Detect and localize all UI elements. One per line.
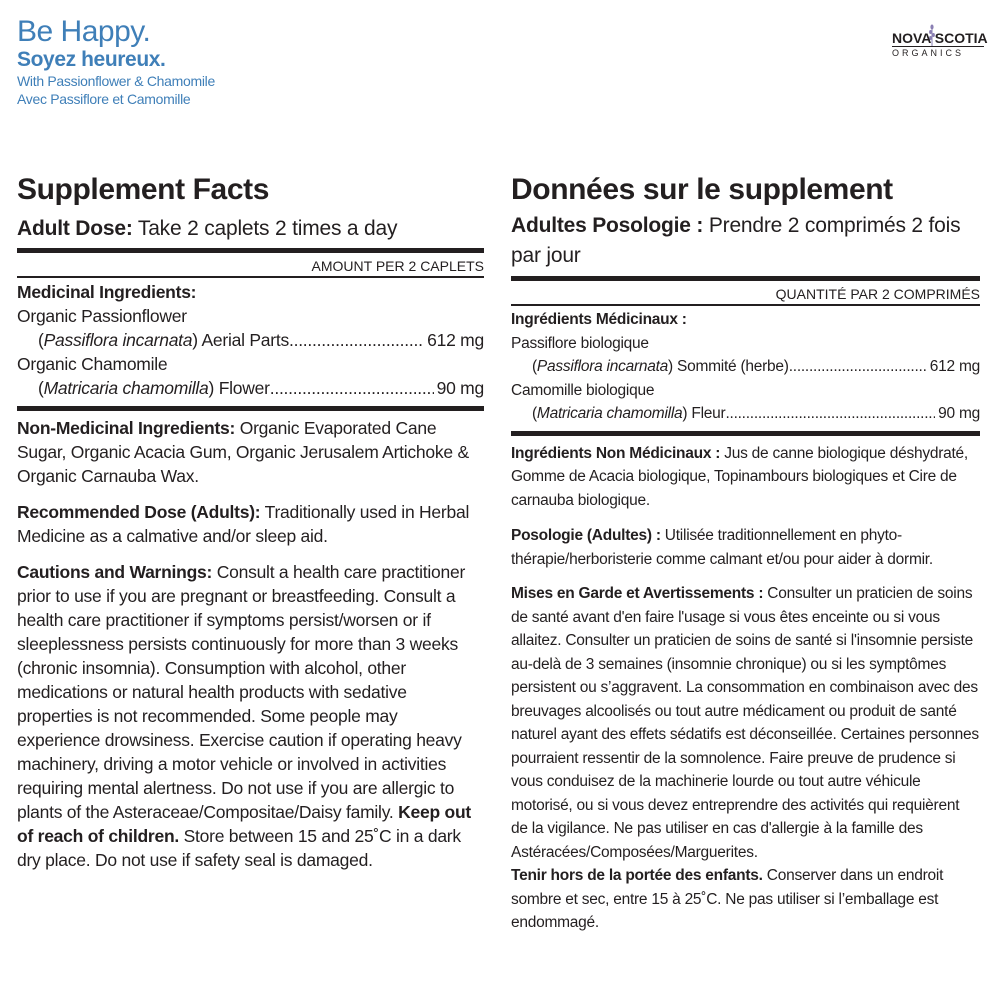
brand-logo [890,24,986,64]
nonmed-label: Non-Medicinal Ingredients: [17,418,236,438]
non-medicinal-ingredients [17,416,484,488]
ingredient-2-name-fr: Camomille biologique [511,381,655,399]
non-medicinal-ingredients-fr [511,442,980,513]
ingredient-2-amount-fr: 90 mg [938,405,980,422]
keep-out-warning: Keep out of reach of children. [17,802,471,846]
posologie-label: Posologie (Adultes) : [511,527,661,544]
ingredient-2-amount: 90 mg [436,378,484,398]
product-title-en: Be Happy. [17,15,151,48]
ingredient-2-part-fr: ) Fleur [682,405,726,422]
keep-out-warning-fr: Tenir hors de la portée des enfants. [511,867,763,884]
posologie-text: Utilisée traditionnellement en phyto-thérapie/herboristerie comme calmant et/ou pour aider à dormir. [511,527,933,568]
ingredient-1-latin-fr: Passiflora incarnata [536,358,669,375]
divider-thick [17,248,484,253]
leader-dots [725,402,935,426]
logo-sub: ORGANICS [892,48,965,58]
ingredient-1-row-fr: (Passiflora incarnata) Sommité (herbe) ..... 612 mg [511,355,980,379]
ingredient-1-name-fr: Passiflore biologique [511,334,649,352]
supplement-facts-fr [511,172,980,935]
nonmed-text-fr: Jus de canne biologique déshydraté, Gomme de Acacia biologique, Topinambours biologiques et Cire de carnauba biologique. [511,444,968,509]
medicinal-label: Medicinal Ingredients: [17,282,197,302]
adult-dose-text-fr: Prendre 2 comprimés 2 fois par jour [511,214,961,267]
ingredient-1-part: ) Aerial Parts [192,330,289,350]
recdose-text: Traditionally used in Herbal Medicine as a calmative and/or sleep aid. [17,502,470,546]
medicinal-label-fr: Ingrédients Médicinaux : [511,311,687,328]
ingredient-2-latin: Matricaria chamomilla [43,378,209,398]
leader-dots [270,376,434,400]
product-title-fr: Soyez heureux. [17,48,166,71]
ingredient-2-latin-fr: Matricaria chamomilla [536,405,683,422]
posologie [511,524,980,571]
nonmed-text: Organic Evaporated Cane Sugar, Organic Acacia Gum, Organic Jerusalem Artichoke & Organic Carnauba Wax. [17,418,469,486]
product-header [17,16,215,108]
cautions-warnings [17,560,484,872]
ingredient-1-amount: 612 mg [427,330,484,350]
logo-name: NOVA SCOTIA [892,30,988,46]
ingredient-2-name: Organic Chamomile [17,354,168,374]
mises-en-garde [511,582,980,935]
amount-header-fr: QUANTITÉ PAR 2 COMPRIMÉS [775,286,980,302]
ingredient-1-amount-fr: 612 mg [929,358,980,375]
ingredient-1-latin: Passiflora incarnata [43,330,193,350]
facts-title: Supplement Facts [17,173,269,206]
adult-dose-label: Adult Dose: [17,217,133,240]
divider-thin [511,304,980,306]
divider-thick [511,431,980,436]
ingredient-1-part-fr: ) Sommité (herbe) [668,358,789,375]
product-subtitle-fr: Avec Passiflore et Camomille [17,91,191,107]
cautions-label: Cautions and Warnings: [17,562,213,582]
recdose-label: Recommended Dose (Adults): [17,502,261,522]
mises-text: Consulter un praticien de soins de santé avant d'en faire l'usage si vous êtes enceinte ou si vous allaitez. Consulter un praticien de soins de santé si l'insomnie persiste au-delà de 3 semaines (insomnie chronique) ou si les symptômes persistent ou s’aggravent. La consommation en combinaison avec des breuvages alcoolisés ou tout autre médicament ou produit de santé naturel ayant des effets sédatifs est déconseillée. Certaines personnes pourraient ressentir de la somnolence. Faire preuve de prudence si vous conduisez de la machinerie lourde ou tout autre véhicule motorisé, ou si vous devez entreprendre des activités qui requièrent de la vigilance. Ne pas utiliser en cas d'allergie à la famille des Astéracées/Composées/Marguerites. [511,585,979,861]
ingredient-1-row: (Passiflora incarnata) Aerial Parts ..... 612 mg [17,328,484,352]
cautions-text: Consult a health care practitioner prior to use if you are pregnant or breastfeeding. Consult a health care practitioner if symptoms persist/worsen or if sleeplessness persists continuously for more than 3 weeks (chronic insomnia). Consumption with alcohol, other medications or natural health products with sedative properties is not recommended. Some people may experience drowsiness. Exercise caution if operating heavy machinery, driving a motor vehicle or involved in activities requiring mental alertness. Do not use if you are allergic to plants of the Asteraceae/Compositae/Daisy family. [17,562,466,822]
logo-divider [892,46,984,47]
storage-text-fr: Conserver dans un endroit sombre et sec, entre 15 à 25˚C. Ne pas utiliser si l’emballage est endommagé. [511,867,944,931]
ingredient-2-row: (Matricaria chamomilla) Flower ..... 90 mg [17,376,484,400]
adult-dose-text: Take 2 caplets 2 times a day [132,217,398,240]
ingredient-2-part: ) Flower [208,378,270,398]
adult-dose-label-fr: Adultes Posologie : [511,214,704,237]
product-subtitle-en: With Passionflower & Chamomile [17,73,215,89]
medicinal-ingredients-fr [511,308,980,426]
adult-dose-fr [511,211,980,271]
mises-label: Mises en Garde et Avertissements : [511,585,764,602]
divider-thin [17,276,484,278]
storage-text: Store between 15 and 25˚C in a dark dry place. Do not use if safety seal is damaged. [17,826,461,870]
leader-dots [789,355,927,379]
amount-header: AMOUNT PER 2 CAPLETS [311,258,484,274]
ingredient-2-row-fr: (Matricaria chamomilla) Fleur ..... 90 mg [511,402,980,426]
supplement-facts-en [17,172,484,872]
divider-thick [511,276,980,281]
medicinal-ingredients [17,280,484,400]
ingredient-1-name: Organic Passionflower [17,306,187,326]
divider-thick [17,406,484,411]
leader-dots [289,328,424,352]
facts-title-fr: Données sur le supplement [511,173,893,206]
recommended-dose [17,500,484,548]
adult-dose [17,216,484,242]
nonmed-label-fr: Ingrédients Non Médicinaux : [511,444,721,462]
